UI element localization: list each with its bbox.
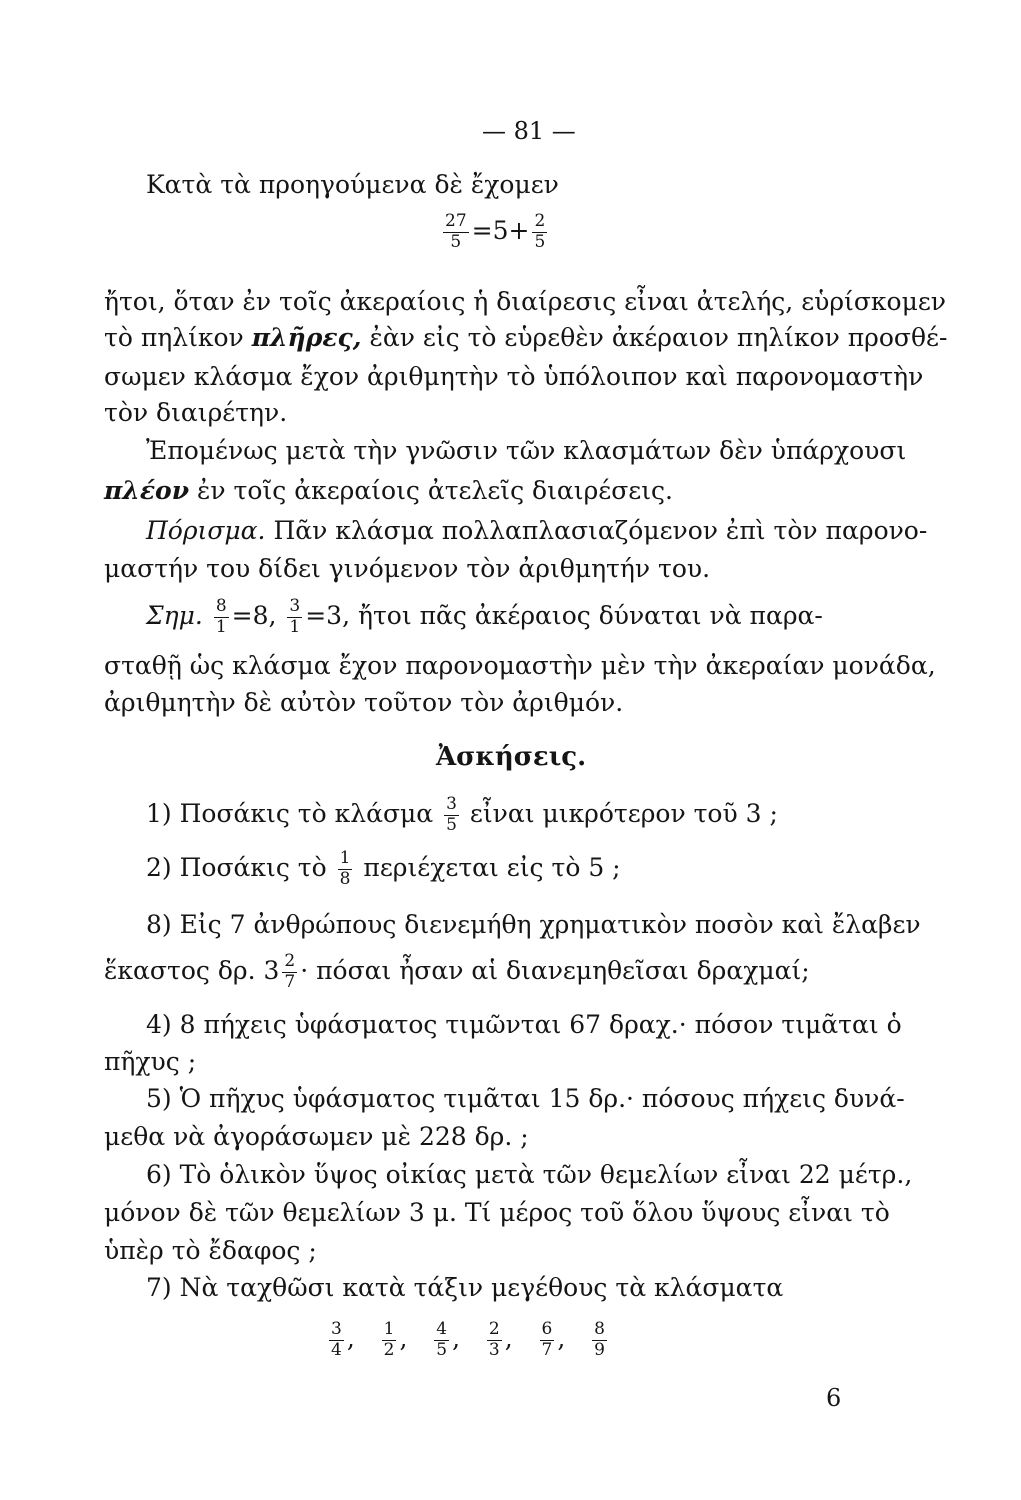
fraction: $\frac{3}{4}$ <box>331 1319 342 1360</box>
simeiosis-line1: Σημ. $\frac{8}{1}$ =8, $\frac{3}{1}$ =3, ἤτοι πᾶς ἀκέραιος δύναται νὰ παρα- <box>146 596 823 637</box>
exercise-2: 2) Ποσάκις τὸ $\frac{1}{8}$ περιέχεται εἰς τὸ 5 ; <box>146 848 621 889</box>
paragraph2-line1: Ἐπομένως μετὰ τὴν γνῶσιν τῶν κλασμάτων δὲν ὑπάρχουσι <box>146 436 907 465</box>
emphasis-pleon: πλέον <box>104 476 190 505</box>
simeiosis-label: Σημ. <box>146 600 203 630</box>
exercise-6-line2: μόνον δὲ τῶν θεμελίων 3 μ. Τί μέρος τοῦ ὅλου ὕψους εἶναι τὸ <box>104 1198 890 1227</box>
exercise-6-line3: ὑπὲρ τὸ ἔδαφος ; <box>104 1236 317 1265</box>
paragraph1-line4: τὸν διαιρέτην. <box>104 398 288 427</box>
exercise-4-line1: 4) 8 πήχεις ὑφάσματος τιμῶνται 67 δραχ.· πόσον τιμᾶται ὁ <box>146 1010 902 1039</box>
exercises-heading: Ἀσκήσεις. <box>436 742 587 772</box>
fraction: $\frac{8}{1}$ <box>215 596 227 637</box>
fraction: $\frac{27}{5}$ <box>445 211 467 252</box>
intro-equation: $\frac{27}{5}$ =5+ $\frac{2}{5}$ <box>445 211 546 252</box>
signature-mark: 6 <box>826 1384 842 1412</box>
fraction: $\frac{1}{2}$ <box>383 1319 395 1360</box>
fraction: $\frac{3}{1}$ <box>289 596 301 637</box>
exercise-3-line2: ἕκαστος δρ. 3 $\frac{2}{7}$ · πόσαι ἦσαν αἱ διανεμηθεῖσαι δραχμαί; <box>104 951 810 992</box>
exercise-5-line1: 5) Ὁ πῆχυς ὑφάσματος τιμᾶται 15 δρ.· πόσους πήχεις δυνά- <box>146 1084 905 1113</box>
fraction: $\frac{6}{7}$ <box>541 1319 553 1360</box>
paragraph2-line2: πλέον ἐν τοῖς ἀκεραίοις ἀτελεῖς διαιρέσεις. <box>104 476 674 505</box>
emphasis-pleres: πλῆρες, <box>251 323 362 352</box>
exercise-6-line1: 6) Τὸ ὁλικὸν ὕψος οἰκίας μετὰ τῶν θεμελίων εἶναι 22 μέτρ., <box>146 1160 913 1189</box>
exercise-7-fractions: $\frac{3}{4}$ , $\frac{1}{2}$ , $\frac{4}{5}$ , $\frac{2}{3}$ , $\frac{6}{7}$ , $\frac{8}{9}$ <box>331 1319 605 1360</box>
paragraph1-line3: σωμεν κλάσμα ἔχον ἀριθμητὴν τὸ ὑπόλοιπον καὶ παρονομαστὴν <box>104 362 924 391</box>
exercise-5-line2: μεθα νὰ ἀγοράσωμεν μὲ 228 δρ. ; <box>104 1122 529 1151</box>
simeiosis-line3: ἀριθμητὴν δὲ αὐτὸν τοῦτον τὸν ἀριθμόν. <box>104 688 624 717</box>
intro-line: Κατὰ τὰ προηγούμενα δὲ ἔχομεν <box>146 170 559 199</box>
fraction: $\frac{2}{5}$ <box>534 211 546 252</box>
fraction: $\frac{2}{3}$ <box>488 1319 500 1360</box>
paragraph1-line1: ἤτοι, ὅταν ἐν τοῖς ἀκεραίοις ἡ διαίρεσις εἶναι ἀτελής, εὑρίσκομεν <box>104 287 946 316</box>
fraction: $\frac{8}{9}$ <box>594 1319 605 1360</box>
porisma-line1: Πόρισμα. Πᾶν κλάσμα πολλαπλασιαζόμενον ἐπὶ τὸν παρονο- <box>146 516 928 545</box>
page-number: — 81 — <box>482 117 576 145</box>
fraction: $\frac{2}{7}$ <box>284 951 296 992</box>
fraction: $\frac{4}{5}$ <box>436 1319 448 1360</box>
paragraph1-line2: τὸ πηλίκον πλῆρες, ἐὰν εἰς τὸ εὑρεθὲν ἀκέραιον πηλίκον προσθέ- <box>104 323 948 352</box>
exercise-4-line2: πῆχυς ; <box>104 1047 197 1076</box>
porisma-line2: μαστήν του δίδει γινόμενον τὸν ἀριθμητήν του. <box>104 554 711 583</box>
exercise-7-line1: 7) Νὰ ταχθῶσι κατὰ τάξιν μεγέθους τὰ κλάσματα <box>146 1273 784 1302</box>
fraction: $\frac{1}{8}$ <box>339 848 351 889</box>
porisma-label: Πόρισμα. <box>146 516 266 545</box>
fraction: $\frac{3}{5}$ <box>446 794 457 835</box>
exercise-3-line1: 8) Εἰς 7 ἀνθρώπους διενεμήθη χρηματικὸν ποσὸν καὶ ἔλαβεν <box>146 910 921 939</box>
exercise-1: 1) Ποσάκις τὸ κλάσμα $\frac{3}{5}$ εἶναι μικρότερον τοῦ 3 ; <box>146 794 778 835</box>
simeiosis-line2: σταθῇ ὡς κλάσμα ἔχον παρονομαστὴν μὲν τὴν ἀκεραίαν μονάδα, <box>104 651 936 680</box>
